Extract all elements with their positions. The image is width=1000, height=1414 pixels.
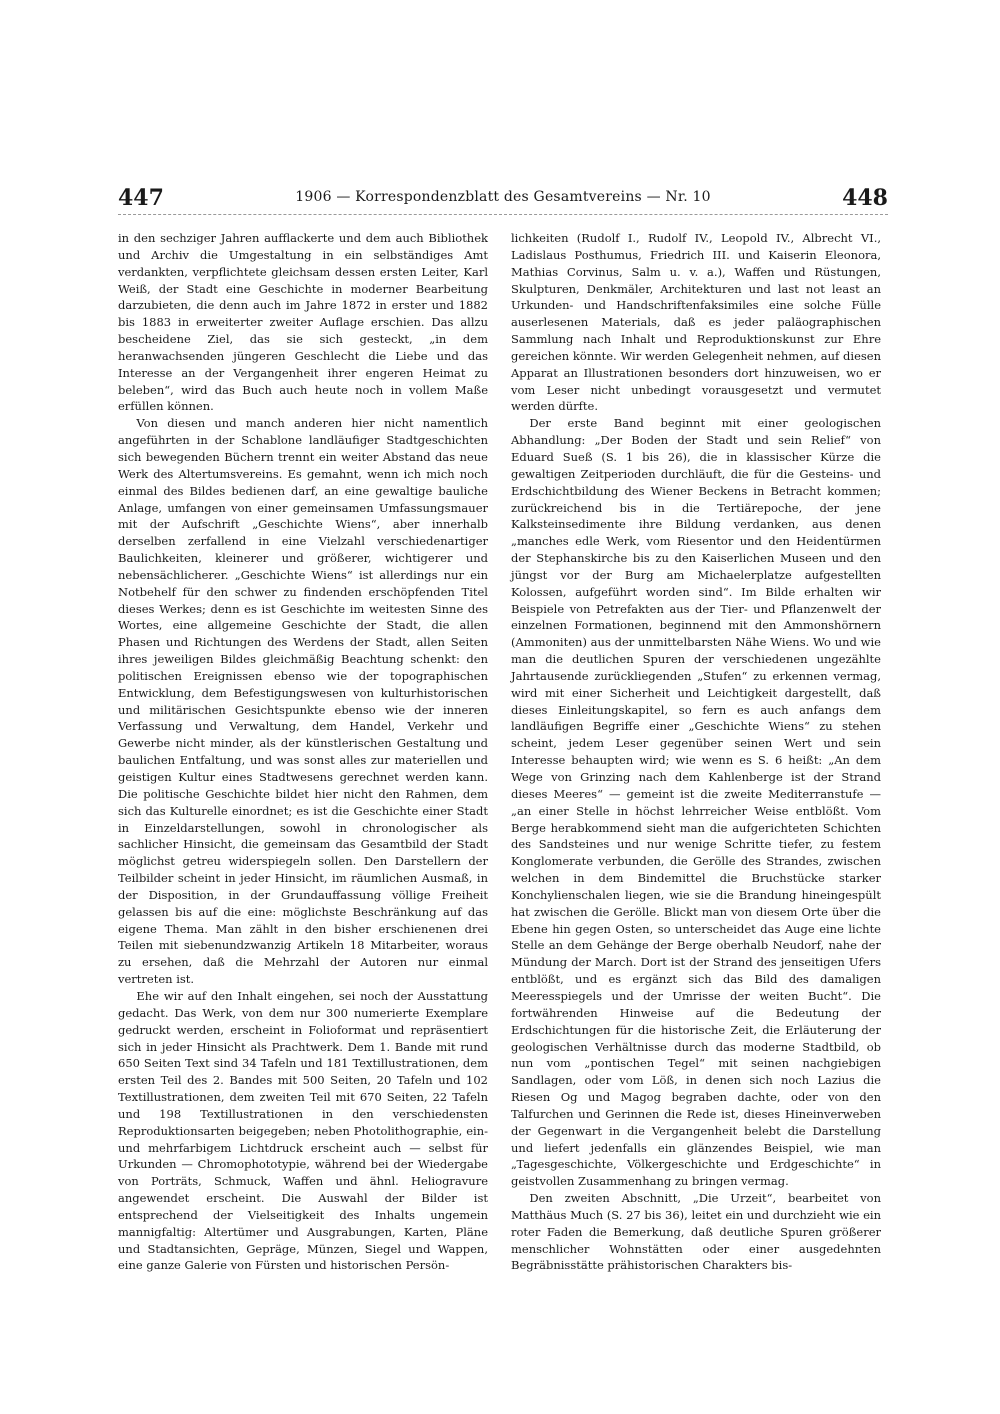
right-column bbox=[511, 230, 881, 1274]
running-title: 1906 — Korrespondenzblatt des Gesamtvereins — Nr. 10 bbox=[295, 189, 711, 205]
paragraph: lichkeiten (Rudolf I., Rudolf IV., Leopold IV., Albrecht VI., Ladislaus Posthumus, Friedrich III. und Kaiserin Eleonora, Mathias Corvinus, Salm u. v. a.), Waffen und Rüstungen, Skulpturen, Denkmäler, Architekturen und last not least an Urkunden- und Handschriftenfaksimiles eine solche Fülle auserlesenen Materials, daß es jeder paläographischen Sammlung nach Inhalt und Reproduktionskunst zur Ehre gereichen könnte. Wir werden Gelegenheit nehmen, auf diesen Apparat an Illustrationen besonders dort hinzuweisen, wo er vom Leser nicht unbedingt vorausgesetzt und vermutet werden dürfte. bbox=[511, 231, 881, 414]
paragraph: in den sechziger Jahren aufflackerte und dem auch Bibliothek und Archiv die Umgestaltung in ein selbständiges Amt verdankten, verpflichtete gleichsam dessen ersten Leiter, Karl Weiß, der Stadt eine Geschichte in moderner Bearbeitung darzubieten, die denn auch im Jahre 1872 in erster und 1882 bis 1883 in erweiterter zweiter Auflage erschien. Das allzu bescheidene Ziel, das sie sich gesteckt, „in dem heranwachsenden jüngeren Geschlecht die Liebe und das Interesse an der Vergangenheit ihrer engeren Heimat zu beleben“, wird das Buch auch heute noch in vollem Maße erfüllen können. bbox=[118, 231, 488, 414]
paragraph: Von diesen und manch anderen hier nicht namentlich angeführten in der Schablone landläufiger Stadtgeschichten sich bewegenden Büchern trennt ein weiter Abstand das neue Werk des Altertumsvereins. Es gemahnt, wenn ich mich noch einmal des Bildes bedienen darf, an eine gewaltige bauliche Anlage, umfangen von einer gemeinsamen Umfassungsmauer mit der Aufschrift „Geschichte Wiens“, aber innerhalb derselben zerfallend in eine Vielzahl verschiedenartiger Baulichkeiten, kleinerer und größerer, wichtigerer und nebensächlicherer. „Geschichte Wiens“ ist allerdings nur ein Notbehelf für den schwer zu findenden erschöpfenden Titel dieses Werkes; denn es ist Geschichte im weitesten Sinne des Wortes, eine allgemeine Geschichte der Stadt, die allen Phasen und Richtungen des Werdens der Stadt, allen Seiten ihres jeweiligen Bildes gleichmäßig Beachtung schenkt: den politischen Ereignissen ebenso wie der topographischen Entwicklung, dem Befestigungswesen von kulturhistorischen und militärischen Gesichtspunkte ebenso wie der inneren Verfassung und Verwaltung, dem Handel, Verkehr und Gewerbe nicht minder, als der künstlerischen Gestaltung und baulichen Entfaltung, und was sonst alles zur materiellen und geistigen Kultur eines Stadtwesens gerechnet werden kann. Die politische Geschichte bildet hier nicht den Rahmen, dem sich das Kulturelle einordnet; es ist die Geschichte einer Stadt in Einzeldarstellungen, sowohl in chronologischer als sachlicher Hinsicht, die gemeinsam das Gesamtbild der Stadt möglichst getreu widerspiegeln sollen. Den Darstellern der Teilbilder scheint in jeder Hinsicht, im räumlichen Ausmaß, in der Disposition, in der Grundauffassung völlige Freiheit gelassen bis auf die eine: möglichste Beschränkung auf das eigene Thema. Man zählt in den bisher erschienenen drei Teilen mit siebenundzwanzig Artikeln 18 Mitarbeiter, woraus zu ersehen, daß die Mehrzahl der Autoren nur einmal vertreten ist. bbox=[118, 416, 488, 987]
paragraph: Der erste Band beginnt mit einer geologischen Abhandlung: „Der Boden der Stadt und sein Relief“ von Eduard Sueß (S. 1 bis 26), die in klassischer Kürze die gewaltigen Zeitperioden durchläuft, die für die Gesteins- und Erdschichtbildung des Wiener Beckens in Betracht kommen; zurückreichend bis in die Tertiärepoche, der jene Kalksteinsedimente ihre Bildung verdanken, aus denen „manches edle Werk, vom Riesentor und den Heidentürmen der Stephanskirche bis zu den Kaiserlichen Museen und den jüngst vor der Burg am Michaelerplatze aufgestellten Kolossen, aufgeführt worden sind“. Im Bilde erhalten wir Beispiele von Petrefakten aus der Tier- und Pflanzenwelt der einzelnen Formationen, beginnend mit den Ammonshörnern (Ammoniten) aus der unmittelbarsten Nähe Wiens. Wo und wie man die deutlichen Spuren der verschiedenen ungezählte Jahrtausende zurückliegenden „Stufen“ zu erkennen vermag, wird mit einer Sicherheit und Leichtigkeit dargestellt, daß dieses Einleitungskapitel, so fern es auch anfangs dem landläufigen Begriffe einer „Geschichte Wiens“ zu stehen scheint, jedem Leser gegenüber seinen Wert und sein Interesse behaupten wird; wie wenn es S. 6 heißt: „An dem Wege von Grinzing nach dem Kahlenberge ist der Strand dieses Meeres“ — gemeint ist die zweite Mediterranstufe — „an einer Stelle in höchst lehrreicher Weise entblößt. Vom Berge herabkommend sieht man die aufgerichteten Schichten des Sandsteines und nur wenige Schritte tiefer, zu festem Konglomerate verbunden, die Gerölle des Strandes, zwischen welchen in dem Bindemittel die Bruchstücke starker Konchylienschalen liegen, wie sie die Brandung hineingespült hat zwischen die Gerölle. Blickt man von diesem Orte über die Ebene hin gegen Osten, so unterscheidet das Auge eine lichte Stelle an dem Gehänge der Berge oberhalb Neudorf, nahe der Mündung der March. Dort ist der Strand des jenseitigen Ufers entblößt, und es ergänzt sich das Bild des damaligen Meeresspiegels und der Umrisse der weiten Bucht“. Die fortwährenden Hinweise auf die Bedeutung der Erdschichtungen für die historische Zeit, die Erläuterung der geologischen Verhältnisse durch das moderne Stadtbild, ob nun vom „pontischen Tegel“ mit seinen nachgiebigen Sandlagen, oder vom Löß, in denen sich noch Lazius die Riesen Og und Magog begraben dachte, oder von den Talfurchen und Gerinnen die Rede ist, dieses Hineinverweben der Gegenwart in die Vergangenheit belebt die Darstellung und liefert jedenfalls ein glänzendes Beispiel, wie man „Tagesgeschichte, Völkergeschichte und Erdgeschichte“ in geistvollen Zusammenhang zu bringen vermag. bbox=[511, 416, 881, 1189]
page-number-right: 448 bbox=[842, 185, 888, 211]
paragraph: Ehe wir auf den Inhalt eingehen, sei noch der Ausstattung gedacht. Das Werk, von dem nur 300 numerierte Exemplare gedruckt werden, erscheint in Folioformat und repräsentiert sich in jeder Hinsicht als Prachtwerk. Dem 1. Bande mit rund 650 Seiten Text sind 34 Tafeln und 181 Textillustrationen, dem ersten Teil des 2. Bandes mit 500 Seiten, 20 Tafeln und 102 Textillustrationen, dem zweiten Teil mit 670 Seiten, 22 Tafeln und 198 Textillustrationen in den verschiedensten Reproduktionsarten beigegeben; neben Photolithographie, ein- und mehrfarbigem Lichtdruck erscheint auch — selbst für Urkunden — Chromophototypie, während bei der Wiedergabe von Porträts, Schmuck, Waffen und ähnl. Heliogravure angewendet erscheint. Die Auswahl der Bilder ist entsprechend der Vielseitigkeit des Inhalts ungemein mannigfaltig: Altertümer und Ausgrabungen, Karten, Pläne und Stadtansichten, Gepräge, Münzen, Siegel und Wappen, eine ganze Galerie von Fürsten und historischen Persön- bbox=[118, 988, 488, 1273]
left-column bbox=[118, 230, 488, 1274]
paragraph: Den zweiten Abschnitt, „Die Urzeit“, bearbeitet von Matthäus Much (S. 27 bis 36), leitet ein und durchzieht wie ein roter Faden die Bemerkung, daß deutliche Spuren größerer menschlicher Wohnstätten oder einer ausgedehnten Begräbnisstätte prähistorischen Charakters bis- bbox=[511, 1191, 881, 1273]
page-header bbox=[118, 186, 888, 210]
page-number-left: 447 bbox=[118, 185, 164, 211]
header-rule bbox=[118, 214, 888, 215]
